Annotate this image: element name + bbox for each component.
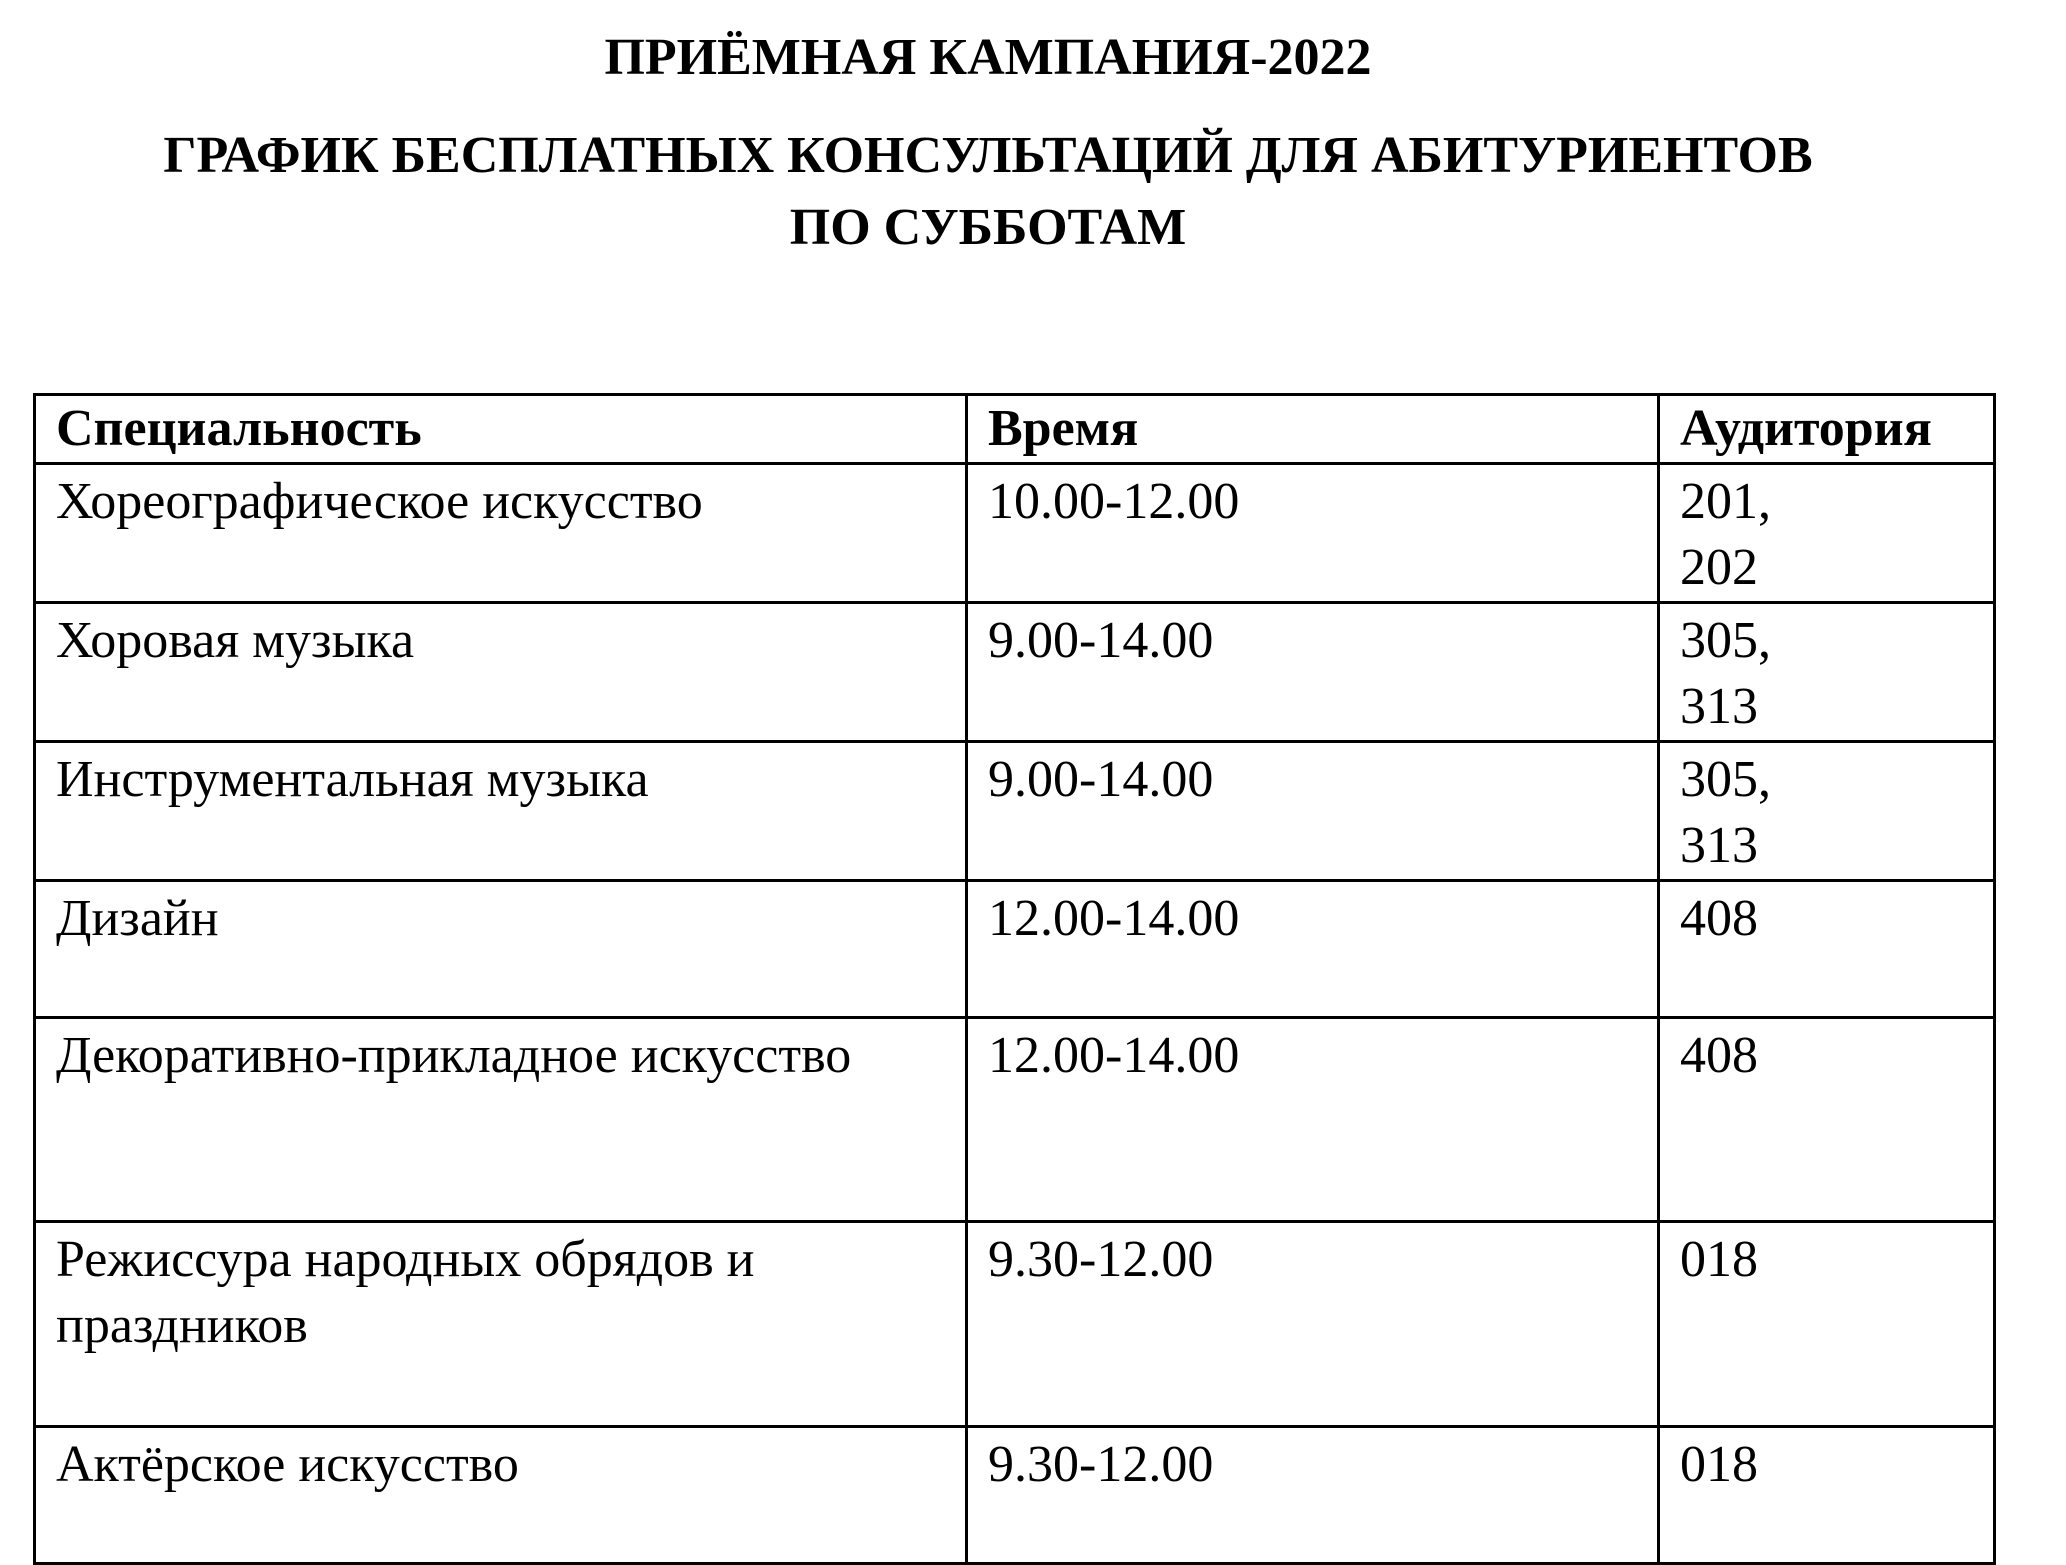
table-row [35,1018,1995,1222]
room-cell [1659,742,1995,881]
room-number: 313 [1680,678,1758,735]
specialty-cell: Режиссура народных обрядов и праздников [35,1222,967,1427]
room-number: 201, [1680,473,1771,530]
table-row [35,1427,1995,1564]
column-header-specialty: Специальность [35,395,967,464]
column-header-room: Аудитория [1659,395,1995,464]
table-row [35,1222,1995,1427]
room-cell: 408 [1659,881,1995,1018]
room-cell [1659,464,1995,603]
room-number: 305, [1680,751,1771,808]
time-cell: 12.00-14.00 [967,1018,1659,1222]
room-cell: 018 [1659,1222,1995,1427]
table-row [35,464,1995,603]
schedule-table [33,393,1996,1565]
schedule-subtitle: ПО СУББОТАМ [789,199,1187,256]
room-number: 313 [1680,817,1758,874]
room-cell [1659,603,1995,742]
specialty-cell: Дизайн [35,881,967,1018]
specialty-cell: Декоративно-прикладное искусство [35,1018,967,1222]
room-number: 202 [1680,539,1758,596]
table-row [35,603,1995,742]
room-cell: 018 [1659,1427,1995,1564]
specialty-cell: Актёрское искусство [35,1427,967,1564]
time-cell: 10.00-12.00 [967,464,1659,603]
specialty-cell: Хоровая музыка [35,603,967,742]
time-cell: 9.00-14.00 [967,742,1659,881]
time-cell: 9.00-14.00 [967,603,1659,742]
time-cell: 9.30-12.00 [967,1427,1659,1564]
specialty-cell: Инструментальная музыка [35,742,967,881]
room-number: 305, [1680,612,1771,669]
table-header-row [35,395,1995,464]
time-cell: 9.30-12.00 [967,1222,1659,1427]
table-row [35,742,1995,881]
page-title: ПРИЁМНАЯ КАМПАНИЯ-2022 [604,29,1372,86]
room-cell: 408 [1659,1018,1995,1222]
column-header-time: Время [967,395,1659,464]
specialty-cell: Хореографическое искусство [35,464,967,603]
time-cell: 12.00-14.00 [967,881,1659,1018]
schedule-title: ГРАФИК БЕСПЛАТНЫХ КОНСУЛЬТАЦИЙ ДЛЯ АБИТУРИЕНТОВ [163,127,1813,184]
table-row [35,881,1995,1018]
